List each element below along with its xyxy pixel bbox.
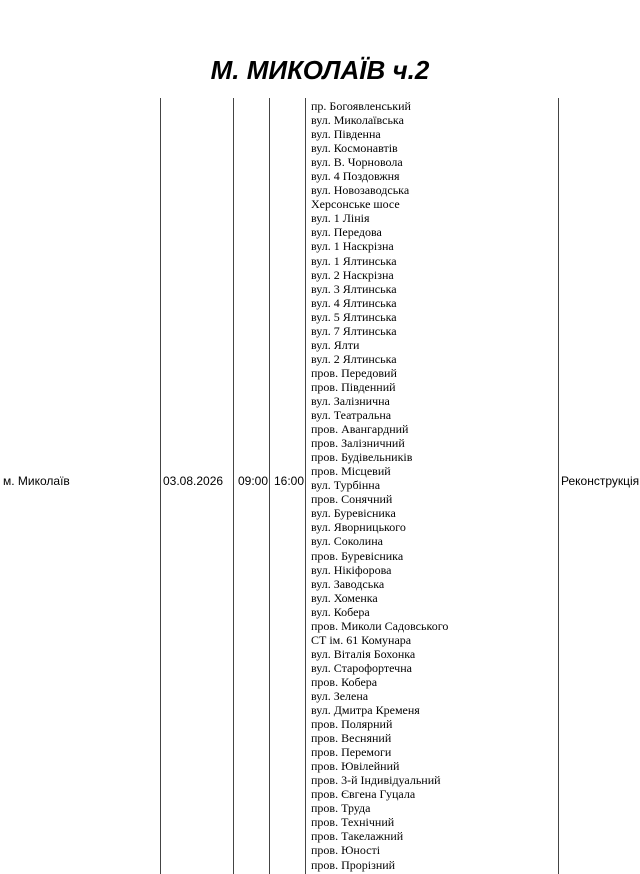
street-item: вул. Хоменка — [311, 590, 378, 605]
street-item: вул. Зелена — [311, 688, 369, 703]
street-item: пров. Кобера — [311, 674, 378, 689]
street-item: пров. Технічний — [311, 815, 395, 830]
street-item: вул. 5 Ялтинська — [311, 309, 397, 324]
street-item: вул. Кобера — [311, 604, 370, 619]
street-item: пров. Авангардний — [311, 422, 409, 437]
page-title: М. МИКОЛАЇВ ч.2 — [210, 55, 430, 85]
street-item: пров. Такелажний — [311, 829, 404, 844]
street-item: вул. Миколаївська — [311, 113, 404, 128]
street-item: пров. Труда — [311, 801, 371, 816]
street-item: вул. Яворницького — [311, 520, 406, 535]
street-item: пров. Прорізний — [311, 857, 396, 872]
street-item: пров. 3-й Індивідуальний — [311, 773, 441, 788]
street-item: пров. Миколи Садовського — [311, 618, 449, 633]
street-item: Херсонське шосе — [311, 197, 400, 212]
street-item: вул. Заводська — [311, 576, 385, 591]
street-item: вул. Новозаводська — [311, 183, 410, 198]
street-item: вул. 3 Ялтинська — [311, 281, 397, 296]
street-item: вул. Соколина — [311, 534, 383, 549]
street-item: вул. В. Чорновола — [311, 155, 403, 170]
street-item: пров. Місцевий — [311, 464, 391, 479]
street-item: пров. Євгена Гуцала — [311, 787, 416, 802]
street-item: вул. Дмитра Кременя — [311, 703, 420, 718]
street-item: пров. Залізничний — [311, 436, 405, 451]
street-item: вул. Театральна — [311, 408, 392, 423]
street-item: вул. Віталія Бохонка — [311, 646, 416, 661]
street-item: вул. 4 Ялтинська — [311, 295, 397, 310]
street-item: пров. Перемоги — [311, 745, 392, 760]
street-item: вул. 2 Ялтинська — [311, 351, 397, 366]
street-item: вул. Старофортечна — [311, 660, 412, 675]
time-end-cell: 16:00 — [274, 474, 305, 488]
street-item: пров. Передовий — [311, 365, 397, 380]
street-item: вул. 1 Лінія — [311, 211, 370, 226]
street-item: вул. 1 Наскрізна — [311, 239, 394, 254]
column-divider — [305, 98, 306, 874]
street-item: вул. 4 Поздовжня — [311, 169, 400, 184]
street-item: пров. Буревісника — [311, 548, 404, 563]
settlement-cell: м. Миколаїв — [3, 474, 70, 488]
street-item: вул. Південна — [311, 127, 381, 142]
work-type-cell: Реконструкція — [561, 474, 640, 488]
column-divider — [558, 98, 559, 874]
time-start-cell: 09:00 — [238, 474, 269, 488]
street-item: СТ ім. 61 Комунара — [311, 632, 412, 647]
street-item: вул. 7 Ялтинська — [311, 323, 397, 338]
street-item: пров. Ювілейний — [311, 759, 400, 774]
street-item: пров. Сонячний — [311, 492, 393, 507]
street-item: пров. Полярний — [311, 717, 393, 732]
street-item: вул. 2 Наскрізна — [311, 267, 394, 282]
street-item: пров. Будівельників — [311, 450, 413, 465]
street-item: вул. Турбінна — [311, 478, 381, 493]
street-item: вул. 1 Ялтинська — [311, 253, 397, 268]
column-divider — [233, 98, 234, 874]
street-item: пров. Південний — [311, 379, 396, 394]
street-item: вул. Буревісника — [311, 506, 396, 521]
street-item: вул. Космонавтів — [311, 141, 398, 156]
street-item: пров. Юності — [311, 843, 381, 858]
street-item: вул. Ялти — [311, 337, 360, 352]
street-item: вул. Залізнична — [311, 393, 390, 408]
street-list — [311, 99, 448, 872]
column-divider — [269, 98, 270, 874]
date-cell: 03.08.2026 — [163, 474, 224, 488]
street-item: вул. Нікіфорова — [311, 562, 392, 577]
column-divider — [160, 98, 161, 874]
street-item: вул. Передова — [311, 225, 382, 240]
street-item: пр. Богоявленський — [311, 99, 411, 113]
street-item: пров. Весняний — [311, 731, 392, 746]
